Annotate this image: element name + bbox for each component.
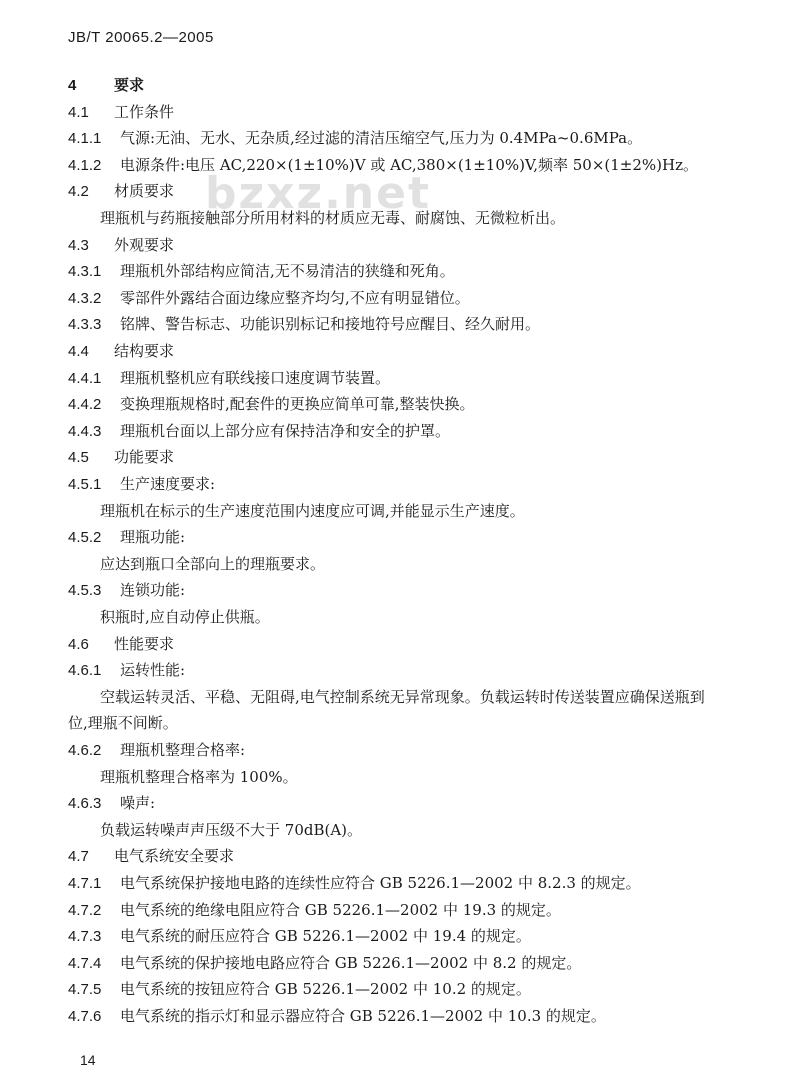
section-text: 理瓶机整理合格率: (120, 741, 246, 759)
section-text: 理瓶机整理合格率为 100%。 (100, 767, 298, 786)
section-text: 理瓶机外部结构应简洁,无不易清洁的狭缝和死角。 (120, 262, 455, 281)
section-line (68, 660, 185, 681)
body-text-line (100, 607, 270, 627)
section-line (68, 900, 561, 921)
section-line (68, 474, 215, 495)
body-text-line (100, 554, 325, 574)
section-text: 电气系统保护接地电路的连续性应符合 GB 5226.1—2002 中 8.2.3 的规定。 (120, 874, 641, 892)
section-text: 零部件外露结合面边缘应整齐均匀,不应有明显错位。 (120, 288, 470, 307)
section-text: 生产速度要求: (120, 475, 216, 493)
section-line (68, 314, 540, 335)
section-line (68, 235, 174, 256)
section-number: 4.5.2 (68, 529, 102, 547)
section-number: 4.5.1 (68, 476, 102, 493)
section-text: 材质要求 (114, 182, 175, 201)
body-text-line (100, 687, 705, 707)
section-number: 4.6.3 (68, 795, 102, 813)
section-number: 4.4.1 (68, 369, 102, 387)
section-number: 4.3.3 (68, 316, 102, 334)
section-line (68, 75, 144, 96)
section-line (68, 288, 470, 309)
section-text: 理瓶功能: (120, 528, 186, 547)
body-text-line (68, 713, 178, 733)
section-number: 4.4 (68, 343, 89, 360)
section-line (68, 873, 641, 894)
section-line (68, 181, 174, 202)
section-text: 应达到瓶口全部向上的理瓶要求。 (100, 554, 326, 573)
section-number: 4.7.1 (68, 875, 102, 892)
section-number: 4.7.2 (68, 901, 102, 919)
section-text: 气源:无油、无水、无杂质,经过滤的清洁压缩空气,压力为 0.4MPa~0.6MPa。 (120, 129, 643, 148)
section-line (68, 926, 531, 947)
section-number: 4.3 (68, 236, 89, 254)
section-number: 4.3.2 (68, 289, 102, 307)
section-line (68, 580, 185, 601)
section-line (68, 793, 155, 814)
section-number: 4.5 (68, 449, 89, 467)
section-line (68, 102, 174, 123)
section-text: 连锁功能: (120, 581, 186, 600)
section-line (68, 394, 475, 415)
section-number: 4.7.3 (68, 928, 102, 946)
watermark: bzxz.net (205, 168, 432, 219)
section-number: 4.1.2 (68, 156, 102, 174)
section-line (68, 953, 581, 974)
section-line (68, 421, 450, 442)
section-line (68, 368, 390, 389)
section-text: 空载运转灵活、平稳、无阻碍,电气控制系统无异常现象。负载运转时传送装置应确保送瓶到 (100, 687, 705, 706)
section-number: 4 (68, 77, 77, 94)
body-text-line (100, 208, 565, 228)
section-number: 4.1.1 (68, 130, 102, 148)
body-text-line (100, 820, 362, 840)
section-line (68, 261, 455, 282)
section-text: 负载运转噪声声压级不大于 70dB(A)。 (100, 820, 363, 839)
section-text: 理瓶机在标示的生产速度范围内速度应可调,并能显示生产速度。 (100, 501, 525, 520)
section-line (68, 979, 531, 1000)
section-text: 运转性能: (120, 661, 186, 680)
section-line (68, 1006, 606, 1027)
section-text: 电气系统的指示灯和显示器应符合 GB 5226.1—2002 中 10.3 的规定。 (120, 1007, 606, 1025)
body-text-line (100, 767, 298, 787)
section-text: 要求 (114, 76, 145, 94)
section-number: 4.6.2 (68, 742, 102, 759)
section-number: 4.7.6 (68, 1008, 102, 1025)
document-code: JB/T 20065.2—2005 (68, 29, 214, 46)
section-number: 4.3.1 (68, 263, 102, 281)
section-line (68, 155, 698, 176)
section-text: 位,理瓶不间断。 (68, 714, 178, 733)
section-text: 电源条件:电压 AC,220×(1±10%)V 或 AC,380×(1±10%)V,频率 50×(1±2%)Hz。 (120, 155, 698, 174)
section-text: 性能要求 (114, 634, 175, 653)
section-text: 结构要求 (114, 342, 175, 360)
section-text: 电气系统的按钮应符合 GB 5226.1—2002 中 10.2 的规定。 (120, 980, 531, 999)
section-number: 4.5.3 (68, 582, 102, 600)
section-line (68, 128, 642, 149)
section-text: 噪声: (120, 794, 156, 813)
section-text: 理瓶机与药瓶接触部分所用材料的材质应无毒、耐腐蚀、无微粒析出。 (100, 209, 566, 227)
section-number: 4.1 (68, 103, 89, 121)
section-number: 4.6 (68, 635, 89, 653)
section-text: 积瓶时,应自动停止供瓶。 (100, 608, 270, 626)
section-line (68, 447, 174, 468)
section-line (68, 527, 185, 548)
body-text-line (100, 501, 525, 521)
section-text: 变换理瓶规格时,配套件的更换应简单可靠,整装快换。 (120, 395, 475, 414)
section-line (68, 846, 234, 867)
section-number: 4.4.3 (68, 422, 102, 440)
page-number: 14 (80, 1052, 96, 1068)
section-line (68, 341, 174, 362)
section-text: 电气系统的耐压应符合 GB 5226.1—2002 中 19.4 的规定。 (120, 927, 531, 946)
section-text: 电气系统的绝缘电阻应符合 GB 5226.1—2002 中 19.3 的规定。 (120, 900, 561, 919)
section-number: 4.7 (68, 848, 89, 866)
section-text: 铭牌、警告标志、功能识别标记和接地符号应醒目、经久耐用。 (120, 315, 541, 334)
section-number: 4.4.2 (68, 396, 102, 414)
section-text: 工作条件 (114, 102, 175, 121)
section-text: 理瓶机台面以上部分应有保持洁净和安全的护罩。 (120, 421, 451, 440)
section-text: 功能要求 (114, 448, 175, 467)
section-number: 4.7.4 (68, 954, 102, 972)
section-line (68, 740, 245, 761)
section-number: 4.2 (68, 183, 89, 201)
section-number: 4.7.5 (68, 981, 102, 999)
section-text: 理瓶机整机应有联线接口速度调节装置。 (120, 368, 391, 387)
section-text: 电气系统安全要求 (114, 847, 235, 866)
section-text: 电气系统的保护接地电路应符合 GB 5226.1—2002 中 8.2 的规定。 (120, 953, 582, 972)
section-text: 外观要求 (114, 235, 175, 254)
section-line (68, 634, 174, 655)
section-number: 4.6.1 (68, 662, 102, 680)
